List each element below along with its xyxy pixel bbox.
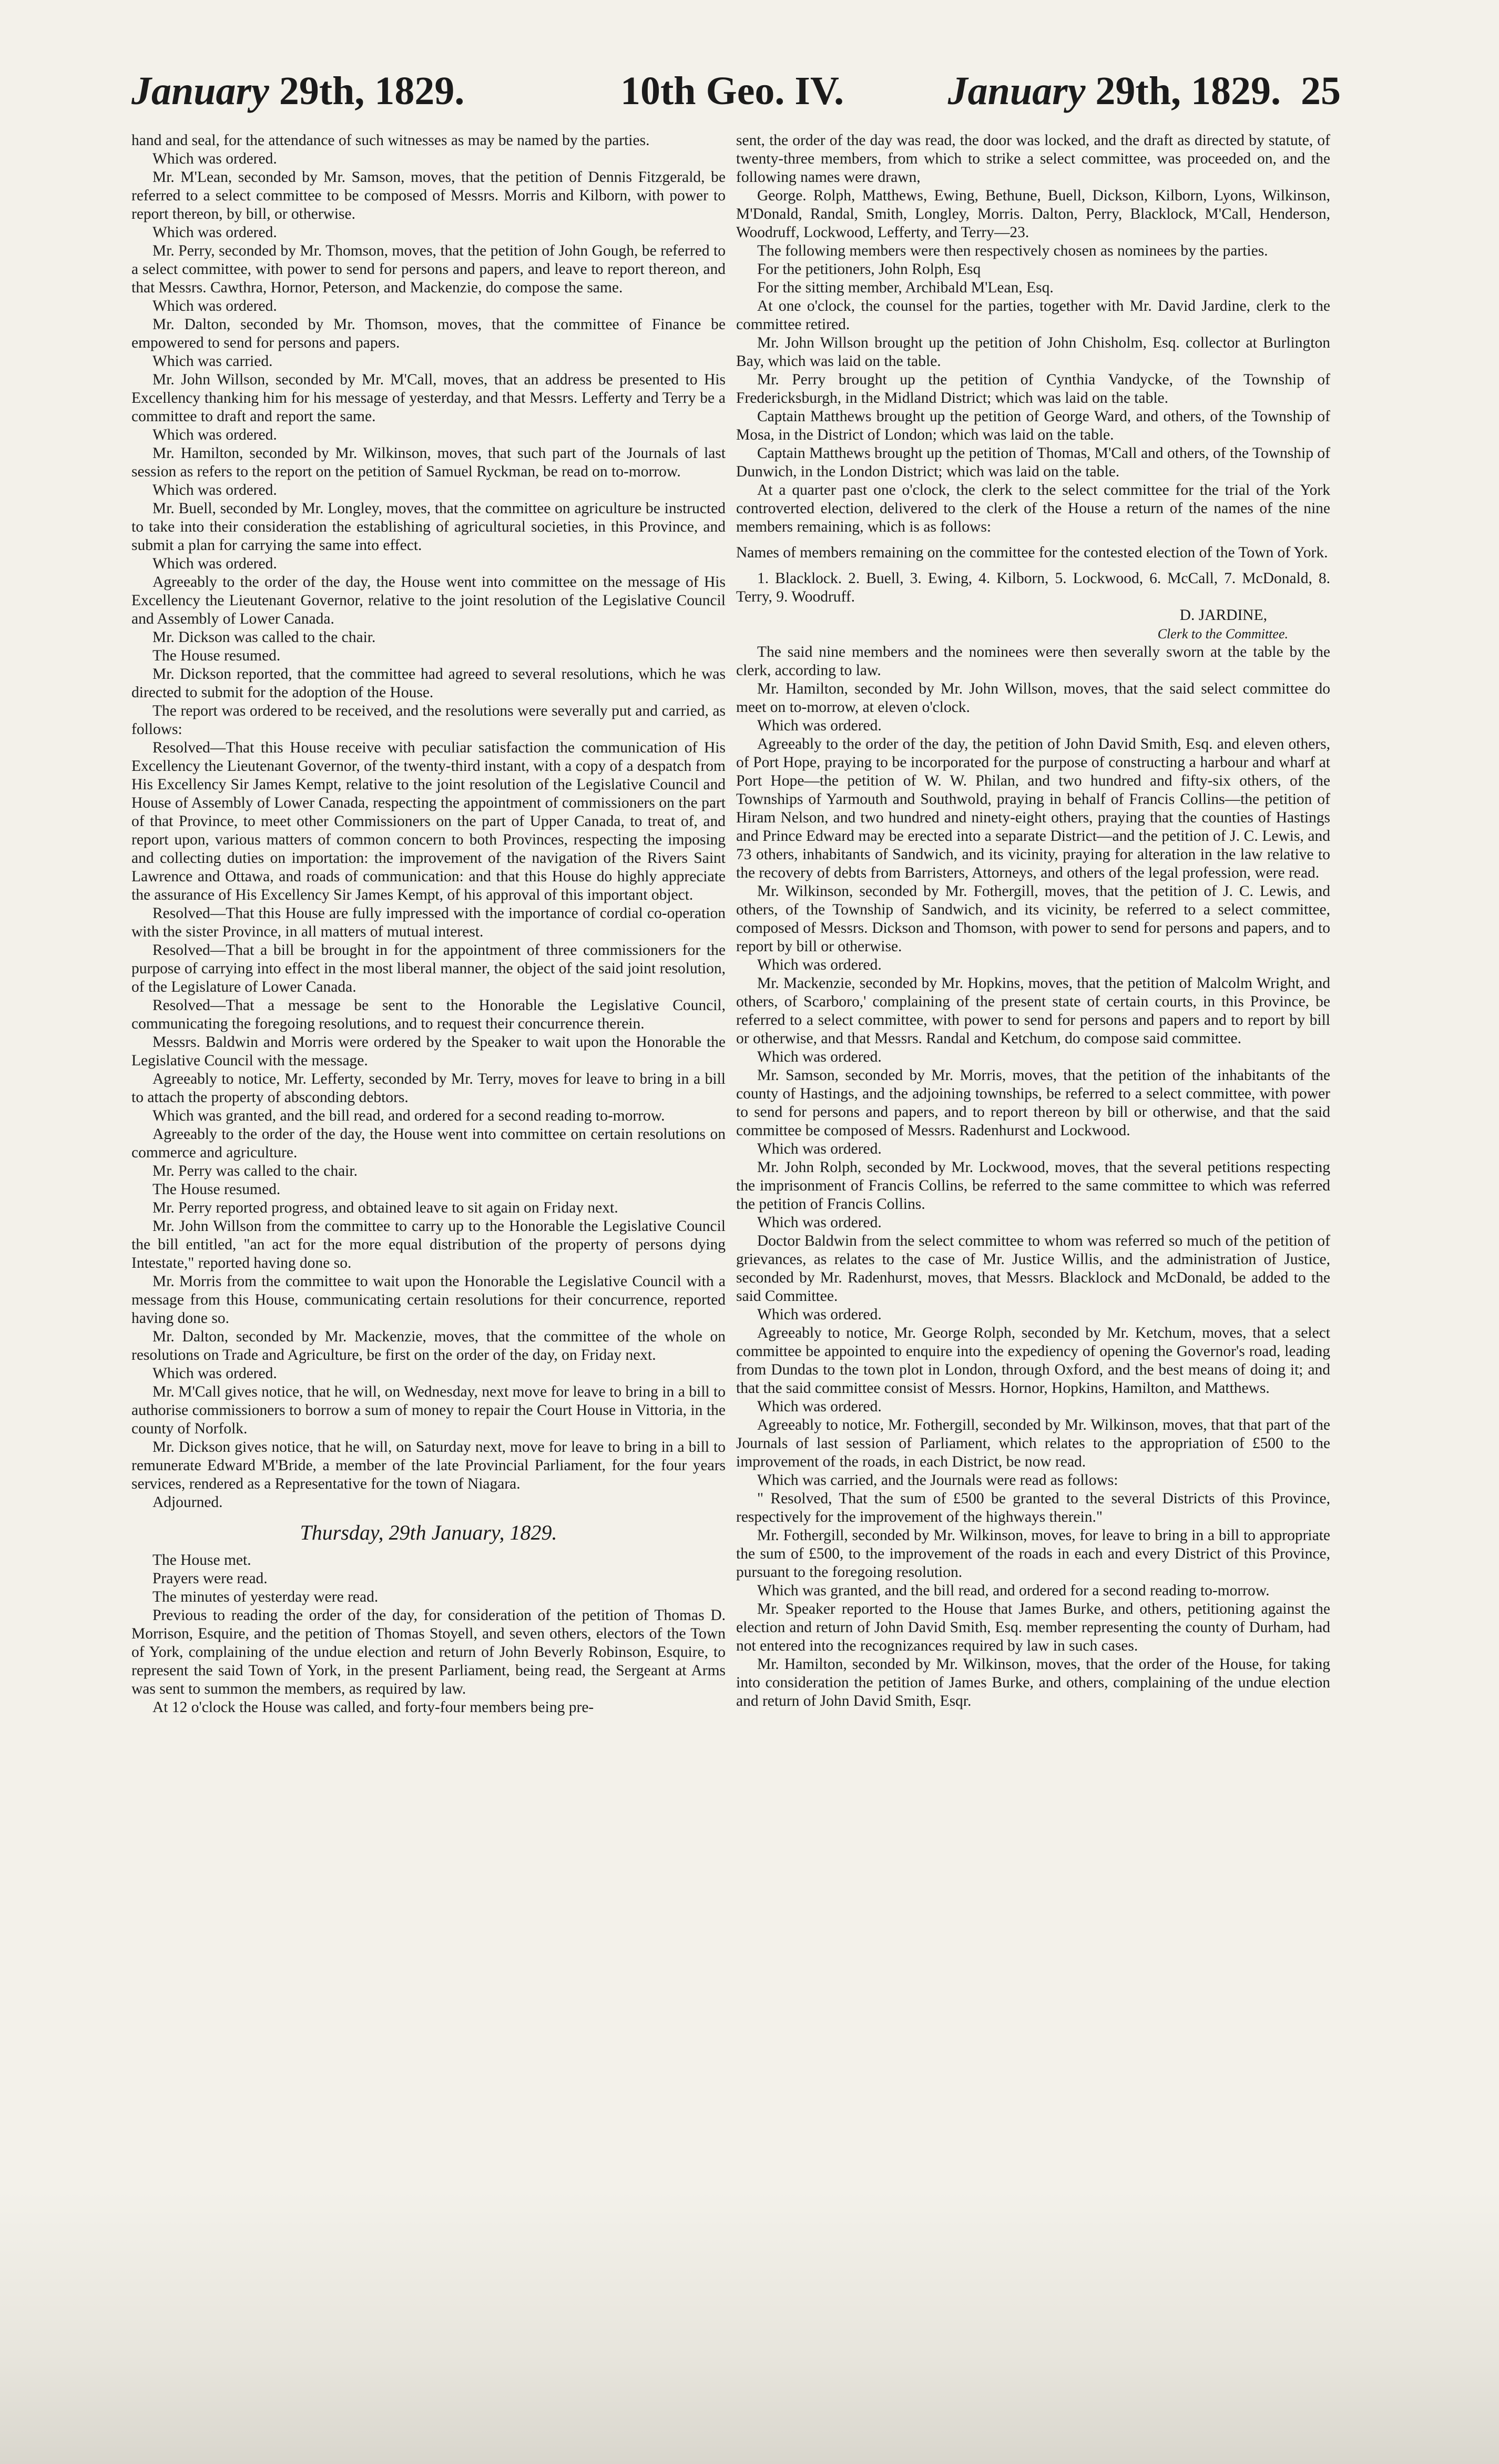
paragraph: Names of members remaining on the committee for the contested election of the Town of York. — [736, 544, 1328, 561]
paragraph: Mr. Perry, seconded by Mr. Thomson, moves, that the petition of John Gough, be referred to a select committee, with power to send for persons and papers, and leave to report thereon, and that Messrs. Cawthra, Hornor, Peterson, and Mackenzie, do compose the same. — [131, 242, 726, 296]
paragraph: Mr. Perry brought up the petition of Cynthia Vandycke, of the Township of Fredericksburgh, in the Midland District; which was laid on the table. — [736, 371, 1330, 406]
paragraph: Resolved—That a bill be brought in for the appointment of three commissioners for the purpose of carrying into effect in the most liberal manner, the object of the said joint resolution, of the Legislature of Lower Canada. — [131, 942, 726, 995]
paragraph: Which was ordered. — [152, 1365, 277, 1382]
paragraph: At 12 o'clock the House was called, and forty-four members being pre- — [152, 1699, 594, 1716]
page-number: 25 — [1301, 69, 1341, 113]
paragraph: Mr. Perry reported progress, and obtained leave to sit again on Friday next. — [152, 1199, 618, 1216]
paragraph: For the petitioners, John Rolph, Esq — [757, 261, 981, 278]
header-date-right — [948, 68, 1341, 114]
paragraph: Captain Matthews brought up the petition of George Ward, and others, of the Township of Mosa, in the District of London; which was laid on the table. — [736, 408, 1330, 443]
paragraph: Mr. Hamilton, seconded by Mr. Wilkinson, moves, that the order of the House, for taking into consideration the petition of James Burke, and others, complaining of the undue election and return of John David Smith, Esqr. — [736, 1656, 1330, 1709]
paragraph: Which was granted, and the bill read, and ordered for a second reading to-morrow. — [757, 1582, 1270, 1599]
header-day-right: 29th, 1829. — [1095, 69, 1281, 113]
paragraph: Mr. Morris from the committee to wait upon the Honorable the Legislative Council with a message from this House, communicating certain resolutions for their concurrence, reported having done so. — [131, 1273, 726, 1327]
paragraph: hand and seal, for the attendance of such witnesses as may be named by the parties. — [131, 132, 650, 149]
paragraph: Mr. Hamilton, seconded by Mr. Wilkinson, moves, that such part of the Journals of last session as refers to the report on the petition of Samuel Ryckman, be read on to-morrow. — [131, 445, 726, 480]
paragraph: Which was carried. — [152, 353, 273, 370]
left-column — [131, 131, 726, 2414]
paragraph: The House resumed. — [152, 647, 281, 664]
paragraph: Which was ordered. — [152, 298, 277, 314]
paragraph: Resolved—That a message be sent to the Honorable the Legislative Council, communicating the foregoing resolutions, and to request their concurrence therein. — [131, 997, 726, 1032]
paragraph: At a quarter past one o'clock, the clerk to the select committee for the trial of the York controverted election, delivered to the clerk of the House a return of the names of the nine members remaining, which is as follows: — [736, 482, 1330, 535]
paragraph: Mr. M'Lean, seconded by Mr. Samson, moves, that the petition of Dennis Fitzgerald, be referred to a select committee to be composed of Messrs. Morris and Kilborn, with power to report thereon, by bill, or otherwise. — [131, 169, 726, 222]
paragraph: Mr. Dickson gives notice, that he will, on Saturday next, move for leave to bring in a bill to remunerate Edward M'Bride, a member of the late Provincial Parliament, for the four years services, rendered as a Representative for the town of Niagara. — [131, 1439, 726, 1492]
header-month-right: January — [947, 69, 1086, 113]
paragraph: Previous to reading the order of the day, for consideration of the petition of Thomas D. Morrison, Esquire, and the petition of Thomas Stoyell, and seven others, electors of the Town of York, complaining of the undue election and return of John Beverly Robinson, Esquire, to represent the said Town of York, in the present Parliament, being read, the Sergeant at Arms was sent to summon the members, as required by law. — [131, 1607, 726, 1697]
paragraph: Which was ordered. — [757, 956, 882, 973]
paragraph: Mr. John Willson brought up the petition of John Chisholm, Esq. collector at Burlington Bay, which was laid on the table. — [736, 334, 1330, 370]
paragraph: At one o'clock, the counsel for the parties, together with Mr. David Jardine, clerk to the committee retired. — [736, 298, 1330, 333]
paragraph: Agreeably to notice, Mr. Fothergill, seconded by Mr. Wilkinson, moves, that that part of the Journals of last session of Parliament, which relates to the appropriation of £500 to the improvement of the roads, in each District, be now read. — [736, 1417, 1330, 1470]
paragraph: Mr. M'Call gives notice, that he will, on Wednesday, next move for leave to bring in a bill to authorise commissioners to borrow a sum of money to repair the Court House in Vittoria, in the county of Norfolk. — [131, 1383, 726, 1437]
paragraph: Agreeably to the order of the day, the House went into committee on certain resolutions on commerce and agriculture. — [131, 1126, 726, 1161]
paragraph: Which was ordered. — [152, 426, 277, 443]
paragraph: Mr. Buell, seconded by Mr. Longley, moves, that the committee on agriculture be instructed to take into their consideration the establishing of agricultural societies, in this Province, and submit a plan for carrying the same into effect. — [131, 500, 726, 554]
paragraph: sent, the order of the day was read, the door was locked, and the draft as directed by statute, of twenty-three members, from which to strike a select committee, was proceeded on, and the following names were drawn, — [736, 132, 1330, 186]
page-header — [131, 68, 1341, 126]
paragraph: Agreeably to the order of the day, the petition of John David Smith, Esq. and eleven others, of Port Hope, praying to be incorporated for the purpose of constructing a harbour and wharf at Port Hope—the petition of W. W. Philan, and two hundred and fifty-six others, of the Townships of Yarmouth and Southwold, praying in behalf of Francis Collins—the petition of Hiram Nelson, and two hundred and ninety-eight others, praying that the counties of Hastings and Prince Edward may be erected into a separate District—and the petition of J. C. Lewis, and 73 others, inhabitants of Sandwich, and its vicinity, praying for alteration in the law relative to the recovery of debts from Barristers, Attorneys, and others of the legal profession, were read. — [736, 736, 1330, 881]
paragraph: Which was ordered. — [757, 1141, 882, 1157]
paragraph: The report was ordered to be received, and the resolutions were severally put and carried, as follows: — [131, 702, 726, 738]
paragraph: George. Rolph, Matthews, Ewing, Bethune, Buell, Dickson, Kilborn, Lyons, Wilkinson, M'Donald, Randal, Smith, Longley, Morris. Dalton, Perry, Blacklock, M'Call, Henderson, Woodruff, Lockwood, Lefferty, and Terry—23. — [736, 187, 1330, 241]
paragraph: Captain Matthews brought up the petition of Thomas, M'Call and others, of the Township of Dunwich, in the London District; which was laid on the table. — [736, 445, 1330, 480]
right-column — [736, 131, 1330, 2414]
header-month-left: January — [131, 69, 269, 113]
paragraph: Which was ordered. — [152, 224, 277, 241]
paragraph: The following members were then respectively chosen as nominees by the parties. — [757, 242, 1268, 259]
paragraph: Clerk to the Committee. — [1157, 626, 1288, 642]
paragraph: The House resumed. — [152, 1181, 281, 1198]
paragraph: Which was carried, and the Journals were read as follows: — [757, 1472, 1118, 1489]
paragraph: Mr. Dalton, seconded by Mr. Mackenzie, moves, that the committee of the whole on resolutions on Trade and Agriculture, be first on the order of the day, on Friday next. — [131, 1328, 726, 1363]
paragraph: Which was ordered. — [757, 1306, 882, 1323]
header-regnal-year: 10th Geo. IV. — [620, 69, 844, 113]
paragraph: Mr. Samson, seconded by Mr. Morris, moves, that the petition of the inhabitants of the county of Hastings, and the adjoining townships, be referred to a select committee, with power to send for persons and papers, and to report thereon by bill or otherwise, and that the said committee be composed of Messrs. Radenhurst and Lockwood. — [736, 1067, 1330, 1139]
paragraph: For the sitting member, Archibald M'Lean, Esq. — [757, 279, 1054, 296]
paragraph: Mr. John Willson, seconded by Mr. M'Call, moves, that an address be presented to His Excellency thanking him for his message of yesterday, and that Messrs. Lefferty and Terry be a committee to draft and report the same. — [131, 371, 726, 425]
paragraph: Messrs. Baldwin and Morris were ordered by the Speaker to wait upon the Honorable the Legislative Council with the message. — [131, 1034, 726, 1069]
paragraph: The House met. — [152, 1552, 251, 1569]
paragraph: Mr. Fothergill, seconded by Mr. Wilkinson, moves, for leave to bring in a bill to appropriate the sum of £500, to the improvement of the roads in each and every District of this Province, pursuant to the foregoing resolution. — [736, 1527, 1330, 1581]
paragraph: Resolved—That this House receive with peculiar satisfaction the communication of His Excellency the Lieutenant Governor, of the twenty-third instant, with a copy of a despatch from His Excellency Sir James Kempt, relative to the joint resolution of the Legislative Council and House of Assembly of Lower Canada, respecting the appointment of commissioners on the part of that Province, to meet other Commissioners on the part of Upper Canada, to treat of, and report upon, various matters of common concern to both Provinces, respecting the imposing and collecting duties on importation: the improvement of the navigation of the Rivers Saint Lawrence and Ottawa, and roads of communication: and that this House do highly appreciate the assurance of His Excellency Sir James Kempt, of his approval of this important object. — [131, 739, 726, 903]
paragraph: Mr. Speaker reported to the House that James Burke, and others, petitioning against the election and return of John David Smith, Esq. member representing the county of Durham, had not entered into the recognizances required by law in such cases. — [736, 1601, 1330, 1654]
paragraph: Agreeably to notice, Mr. George Rolph, seconded by Mr. Ketchum, moves, that a select committee be appointed to enquire into the expediency of opening the Governor's road, leading from Dundas to the town plot in London, through Oxford, and the best means of doing it; and that the said committee consist of Messrs. Hornor, Hopkins, Hamilton, and Matthews. — [736, 1325, 1330, 1397]
paragraph: Thursday, 29th January, 1829. — [300, 1521, 557, 1544]
paragraph: Which was granted, and the bill read, and ordered for a second reading to-morrow. — [152, 1107, 665, 1124]
paragraph: Adjourned. — [152, 1494, 223, 1511]
paragraph: Which was ordered. — [757, 717, 882, 734]
paragraph: The minutes of yesterday were read. — [152, 1589, 379, 1605]
paragraph: Mr. Mackenzie, seconded by Mr. Hopkins, moves, that the petition of Malcolm Wright, and others, of Scarboro,' complaining of the present state of certain courts, in this Province, be referred to a select committee, with power to send for persons and papers and to report by bill or otherwise, and that Messrs. Randal and Ketchum, do compose said committee. — [736, 975, 1330, 1047]
paragraph: Doctor Baldwin from the select committee to whom was referred so much of the petition of grievances, as relates to the case of Mr. Justice Willis, and the administration of Justice, seconded by Mr. Radenhurst, moves, that Messrs. Blacklock and McDonald, be added to the said Committee. — [736, 1233, 1330, 1305]
paragraph: Mr. John Rolph, seconded by Mr. Lockwood, moves, that the several petitions respecting the imprisonment of Francis Collins, be referred to the same committee to which was referred the petition of Francis Collins. — [736, 1159, 1330, 1213]
paragraph: Agreeably to notice, Mr. Lefferty, seconded by Mr. Terry, moves for leave to bring in a bill to attach the property of absconding debtors. — [131, 1071, 726, 1106]
paragraph: Which was ordered. — [152, 150, 277, 167]
paragraph: Mr. Dickson was called to the chair. — [152, 629, 376, 646]
paragraph: Mr. Hamilton, seconded by Mr. John Willson, moves, that the said select committee do meet on to-morrow, at eleven o'clock. — [736, 680, 1330, 716]
paragraph: Which was ordered. — [152, 555, 277, 572]
paragraph: The said nine members and the nominees were then severally sworn at the table by the clerk, according to law. — [736, 644, 1330, 679]
paragraph: Mr. John Willson from the committee to carry up to the Honorable the Legislative Council the bill entitled, "an act for the more equal distribution of the property of persons dying Intestate," reported having done so. — [131, 1218, 726, 1271]
paragraph: Which was ordered. — [757, 1214, 882, 1231]
paragraph: Which was ordered. — [152, 482, 277, 498]
paragraph: Which was ordered. — [757, 1048, 882, 1065]
paragraph: Prayers were read. — [152, 1570, 268, 1587]
paragraph: Agreeably to the order of the day, the House went into committee on the message of His Excellency the Lieutenant Governor, relative to the joint resolution of the Legislative Council and Assembly of Lower Canada. — [131, 574, 726, 627]
paragraph: Which was ordered. — [757, 1398, 882, 1415]
paragraph: Resolved—That this House are fully impressed with the importance of cordial co-operation with the sister Province, in all matters of mutual interest. — [131, 905, 726, 940]
paragraph: Mr. Dalton, seconded by Mr. Thomson, moves, that the committee of Finance be empowered to send for persons and papers. — [131, 316, 726, 351]
paragraph: Mr. Dickson reported, that the committee had agreed to several resolutions, which he was directed to submit for the adoption of the House. — [131, 666, 726, 701]
header-day-left: 29th, 1829. — [279, 69, 465, 113]
header-date-left — [131, 68, 464, 114]
paragraph: 1. Blacklock. 2. Buell, 3. Ewing, 4. Kilborn, 5. Lockwood, 6. McCall, 7. McDonald, 8. Terry, 9. Woodruff. — [736, 570, 1330, 605]
paragraph: Mr. Wilkinson, seconded by Mr. Fothergill, moves, that the petition of J. C. Lewis, and others, of the Township of Sandwich, and its vicinity, be referred to a select committee, composed of Messrs. Dickson and Thomson, with power to send for persons and papers, and to report by bill or otherwise. — [736, 883, 1330, 955]
paragraph: " Resolved, That the sum of £500 be granted to the several Districts of this Province, respectively for the improvement of the highways therein." — [736, 1490, 1330, 1525]
paragraph: Mr. Perry was called to the chair. — [152, 1163, 358, 1179]
paragraph: D. JARDINE, — [1179, 607, 1267, 624]
